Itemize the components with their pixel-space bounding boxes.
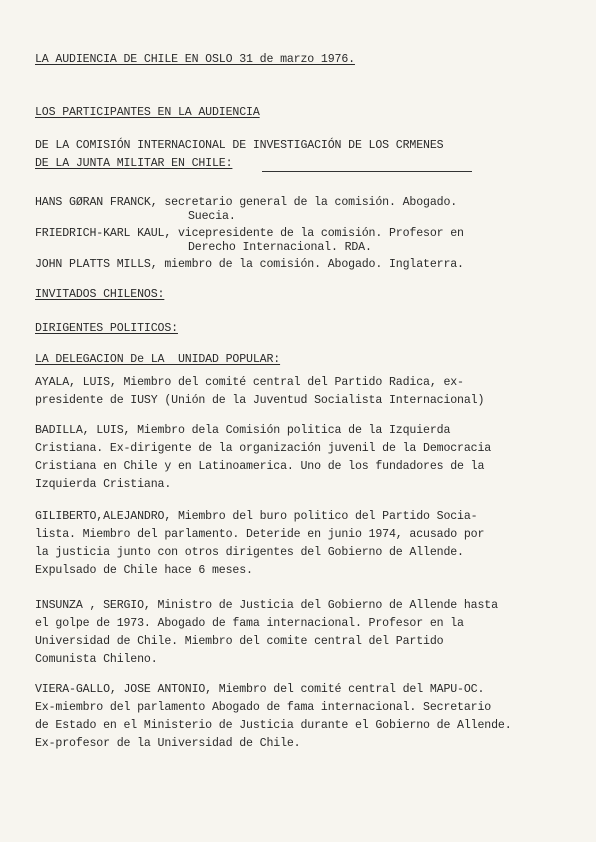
member-kaul-line-2: Derecho Internacional. RDA. <box>188 241 372 254</box>
member-franck-line-2: Suecia. <box>188 210 236 223</box>
document-title: LA AUDIENCIA DE CHILE EN OSLO 31 de marzo 1976. <box>35 53 355 66</box>
entry-viera-gallo-line-1: VIERA-GALLO, JOSE ANTONIO, Miembro del comité central del MAPU-OC. <box>35 683 485 696</box>
member-mills-line-1: JOHN PLATTS MILLS, miembro de la comisión. Abogado. Inglaterra. <box>35 258 464 271</box>
entry-insunza-line-2: el golpe de 1973. Abogado de fama internacional. Profesor en la <box>35 617 464 630</box>
entry-giliberto-line-2: lista. Miembro del parlamento. Deteride en junio 1974, acusado por <box>35 528 485 541</box>
member-franck-line-1: HANS GØRAN FRANCK, secretario general de la comisión. Abogado. <box>35 196 458 209</box>
entry-giliberto-line-4: Expulsado de Chile hace 6 meses. <box>35 564 253 577</box>
entry-viera-gallo-line-4: Ex-profesor de la Universidad de Chile. <box>35 737 301 750</box>
entry-ayala-line-2: presidente de IUSY (Unión de la Juventud Socialista Internacional) <box>35 394 485 407</box>
entry-badilla-line-1: BADILLA, LUIS, Miembro dela Comisión politica de la Izquierda <box>35 424 451 437</box>
guests-heading: INVITADOS CHILENOS: <box>35 288 165 301</box>
entry-insunza-line-4: Comunista Chileno. <box>35 653 158 666</box>
entry-insunza-line-3: Universidad de Chile. Miembro del comite central del Partido <box>35 635 444 648</box>
entry-badilla-line-3: Cristiana en Chile y en Latinoamerica. Uno de los fundadores de la <box>35 460 485 473</box>
entry-giliberto-line-1: GILIBERTO,ALEJANDRO, Miembro del buro politico del Partido Socia- <box>35 510 478 523</box>
entry-insunza-line-1: INSUNZA , SERGIO, Ministro de Justicia del Gobierno de Allende hasta <box>35 599 498 612</box>
entry-ayala-line-1: AYALA, LUIS, Miembro del comité central del Partido Radica, ex- <box>35 376 464 389</box>
participants-heading: LOS PARTICIPANTES EN LA AUDIENCIA <box>35 106 260 119</box>
political-leaders-heading: DIRIGENTES POLITICOS: <box>35 322 178 335</box>
commission-heading-rule <box>262 171 472 172</box>
member-kaul-line-1: FRIEDRICH-KARL KAUL, vicepresidente de la comisión. Profesor en <box>35 227 464 240</box>
entry-giliberto-line-3: la justicia junto con otros dirigentes del Gobierno de Allende. <box>35 546 464 559</box>
entry-badilla-line-2: Cristiana. Ex-dirigente de la organización juvenil de la Democracia <box>35 442 492 455</box>
delegation-heading: LA DELEGACION De LA UNIDAD POPULAR: <box>35 353 281 366</box>
entry-viera-gallo-line-2: Ex-miembro del parlamento Abogado de fama internacional. Secretario <box>35 701 492 714</box>
entry-badilla-line-4: Izquierda Cristiana. <box>35 478 172 491</box>
entry-viera-gallo-line-3: de Estado en el Ministerio de Justicia durante el Gobierno de Allende. <box>35 719 512 732</box>
commission-heading-line-1: DE LA COMISIÓN INTERNACIONAL DE INVESTIGACIÓN DE LOS CRMENES <box>35 139 444 152</box>
commission-heading-line-2: DE LA JUNTA MILITAR EN CHILE: <box>35 157 233 170</box>
